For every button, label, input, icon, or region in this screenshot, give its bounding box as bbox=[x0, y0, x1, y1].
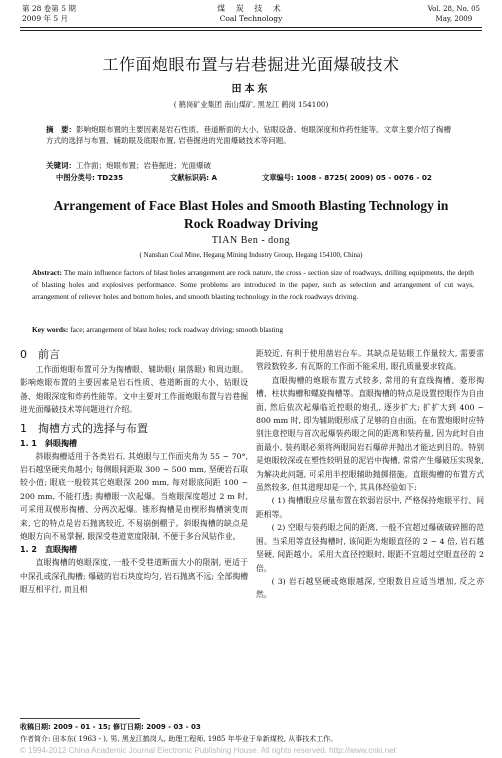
footnote-received: 收稿日期: 2009 - 01 - 15; 修订日期: 2009 - 03 - 03 bbox=[20, 723, 201, 731]
article-title-cn: 工作面炮眼布置与岩巷掘进光面爆破技术 bbox=[102, 55, 400, 74]
list-item-3: ( 3) 岩石越坚硬或炮眼越深, 空眼数目应适当增加, 反之亦然。 bbox=[256, 576, 484, 600]
author-name-cn: 田本东 bbox=[231, 84, 271, 95]
clc-number: 中图分类号: TD235 bbox=[56, 173, 124, 182]
keywords-text-cn: 工作面；炮眼布置；岩巷掘进；光面爆破 bbox=[76, 161, 211, 170]
subsection-1-1-paragraph: 斜眼掏槽适用于各类岩石, 其炮眼与工作面夹角为 55 ~ 70°, 岩石越坚硬夹角越小; 每侧眼间距取 300 ~ 500 mm, 坚硬岩石取较小值; 眼底一般较其它炮眼深 200 mm, 每对眼底间距 100 ~ 200 mm, 不能打透; 掏槽眼一次起爆。当炮眼深度超过 2 m 时, 可采用双楔形掏槽、分两次起爆。锥形掏槽是由楔形掏槽演变而来, 它的特点是岩石抛离较近, 不易崩倒棚子。斜眼掏槽的缺点是炮眼方向不易掌握, 眼深受巷道宽度限制, 不便于多台风钻作业。 bbox=[20, 451, 248, 542]
document-code: 文献标识码: A bbox=[170, 173, 218, 182]
subsection-heading-1-1: 1. 1 斜眼掏槽 bbox=[20, 438, 77, 448]
abstract-text-cn: 影响炮眼布置的主要因素是岩石性质、巷道断面的大小、钻眼设备、炮眼深度和炸药性能等。文章主要介绍了掏槽方式的选择与布置、辅助眼及底眼布置, 岩巷掘进的光面爆破技术等问题。 bbox=[46, 125, 451, 145]
journal-name bbox=[0, 4, 502, 24]
author-affiliation-en: ( Nanshan Coal Mine, Hegang Mining Industry Group, Hegang 154100, China) bbox=[139, 251, 363, 259]
cnki-watermark: © 1994-2012 China Academic Journal Electronic Publishing House. All rights reserved. http://www.cnki.net bbox=[20, 746, 396, 755]
subsection-1-2-paragraph: 直眼掏槽的炮眼深度, 一般不受巷道断面大小的限制, 更适于中深孔或深孔掏槽; 爆破的岩石块度均匀, 岩石抛离不远; 全部掏槽眼互相平行, 而且相 bbox=[20, 558, 248, 595]
keywords-en bbox=[32, 325, 474, 334]
straight-cut-paragraph: 直眼掏槽的炮眼布置方式较多, 常用的有直线掏槽、菱形掏槽、柱状掏槽和螺旋掏槽等。直眼掏槽的特点是设置控眼作为自由面, 然后依次起爆临近控眼的炮孔, 逐步扩大; 扩扩大到 400 ~ 800 mm 时, 即为辅助眼形成了足够的自由面。在布置炮眼时应特别注意控眼与首次起爆装药眼之间的距离和装药量, 因为此时自由面最小, 装药眼必须将两眼间岩石爆碎并抛出才能达到目的。特别是炮眼较深或在塑性较明显的泥岩中掏槽, 常常产生爆破压实现象, 为解决此问题, 可采用半控眼辅助抛掷措施。直眼掏槽的布置方式虽然较多, 但其道理却是一个, 其具体经验如下: bbox=[256, 375, 484, 493]
section-heading-0: 0 前言 bbox=[20, 348, 60, 361]
keywords-cn bbox=[46, 160, 458, 171]
list-item-2: ( 2) 空眼与装药眼之间的距离, 一般不宜超过爆破破碎圈的范围。当采用等直径掏槽时, 该间距为炮眼直径的 2 ~ 4 倍, 岩石越坚硬, 间距越小。采用大直径控眼时, 眼距不宜超过空眼直径的 2 倍。 bbox=[256, 523, 484, 573]
section-heading-1: 1 掏槽方式的选择与布置 bbox=[20, 421, 148, 435]
abstract-cn bbox=[46, 124, 458, 146]
journal-volume-info-en bbox=[428, 4, 480, 24]
list-item-1: ( 1) 掏槽眼应尽量布置在软弱岩层中, 严格保持炮眼平行、间距相等。 bbox=[256, 496, 484, 519]
header-rule-thin bbox=[20, 30, 482, 31]
volume-issue: 第 28 卷第 5 期 bbox=[22, 4, 76, 13]
author-affiliation-cn: ( 鹤岗矿业集团 南山煤矿, 黑龙江 鹤岗 154100) bbox=[173, 100, 329, 109]
journal-name-cn: 煤 炭 技 术 bbox=[217, 4, 285, 13]
article-title-en-line1: Arrangement of Face Blast Holes and Smooth Blasting Technology in bbox=[53, 198, 449, 213]
header-rule-thick bbox=[20, 27, 482, 28]
abstract-text-en: The main influence factors of blast holes arrangement are rock nature, the cross - section size of roadways, drilling equipments, the depth of blasting holes and explosives performance. Some problems are introduced in the paper, such as selection and arrangement of cut ways, arrangement of reliever holes and bottom holes, and smooth blasting technology in the rock roadways driving. bbox=[32, 268, 474, 301]
abstract-label-en: Abstract: bbox=[32, 268, 62, 277]
issue-date-cn: 2009 年 5 月 bbox=[22, 14, 69, 23]
footnote-rule bbox=[20, 718, 140, 719]
article-title-en bbox=[0, 197, 502, 233]
section-0-paragraph: 工作面炮眼布置可分为掏槽眼、辅助眼( 崩落眼) 和周边眼。影响炮眼布置的主要因素是岩石性质、巷道断面的大小、钻眼设备、炮眼深度和炸药性能等。文中主要对工作面炮眼布置与岩巷掘进光面爆破技术等问题进行介绍。 bbox=[20, 365, 248, 415]
classification-row bbox=[56, 173, 432, 183]
article-title-en-line2: Rock Roadway Driving bbox=[184, 216, 318, 231]
continued-paragraph: 距较近, 有利于使用凿岩台车。其缺点是钻眼工作量较大, 需要雷管段数较多, 有瓦斯的工作面不能采用, 眼孔质量要求较高。 bbox=[256, 349, 484, 372]
issue-date-en: May, 2009 bbox=[435, 15, 473, 23]
volume-issue-en: Vol. 28, No. 05 bbox=[427, 5, 480, 13]
keywords-label-cn: 关键词： bbox=[46, 161, 76, 170]
author-name-en: TIAN Ben - dong bbox=[211, 235, 291, 246]
body-right-column bbox=[256, 347, 484, 602]
footnote-author: 作者简介: 田本东( 1963 - ), 男, 黑龙江鹤岗人, 助理工程师, 1985 年毕业于阜新煤校, 从事技术工作。 bbox=[20, 735, 338, 743]
subsection-heading-1-2: 1. 2 直眼掏槽 bbox=[20, 545, 77, 555]
keywords-label-en: Key words: bbox=[32, 325, 69, 334]
keywords-text-en: face; arrangement of blast holes; rock roadway driving; smooth blasting bbox=[70, 325, 284, 334]
article-number: 文章编号: 1008 - 8725( 2009) 05 - 0076 - 02 bbox=[262, 173, 432, 182]
body-left-column bbox=[20, 347, 248, 597]
abstract-en bbox=[32, 267, 474, 303]
journal-name-en: Coal Technology bbox=[219, 14, 283, 23]
abstract-label-cn: 摘 要： bbox=[46, 125, 76, 134]
